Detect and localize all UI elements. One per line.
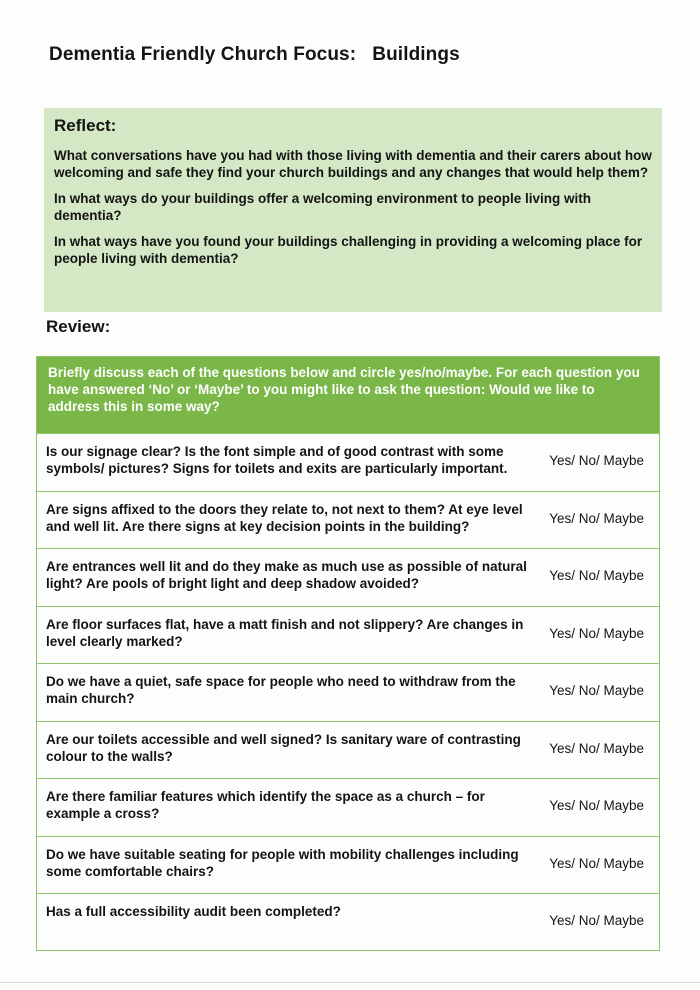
review-row-familiar-features — [37, 778, 659, 836]
yes-no-maybe-answer[interactable]: Yes/ No/ Maybe — [549, 510, 644, 526]
review-table — [36, 356, 660, 951]
review-question: Is our signage clear? Is the font simple and of good contrast with some symbols/ pictures? Signs for toilets and exits are particularly important. — [46, 444, 508, 476]
review-row-toilets — [37, 721, 659, 779]
yes-no-maybe-answer[interactable]: Yes/ No/ Maybe — [549, 913, 644, 928]
review-question: Are entrances well lit and do they make as much use as possible of natural light? Are pools of bright light and deep shadow avoided? — [46, 559, 527, 591]
review-heading: Review: — [46, 317, 111, 336]
reflect-heading: Reflect: — [54, 116, 117, 135]
yes-no-maybe-answer[interactable]: Yes/ No/ Maybe — [549, 740, 644, 756]
review-question: Are our toilets accessible and well signed? Is sanitary ware of contrasting colour to the walls? — [46, 731, 521, 764]
review-question: Do we have a quiet, safe space for people who need to withdraw from the main church? — [46, 674, 516, 706]
yes-no-maybe-answer[interactable]: Yes/ No/ Maybe — [549, 683, 644, 698]
page-bottom-rule — [0, 982, 700, 983]
review-question: Are floor surfaces flat, have a matt finish and not slippery? Are changes in level clearly marked? — [46, 616, 524, 649]
review-row-entrances — [37, 548, 659, 606]
review-instructions: Briefly discuss each of the questions below and circle yes/no/maybe. For each question you have answered ‘No’ or ‘Maybe’ to you might like to ask the question: Would we like to address this in some way? — [37, 357, 659, 433]
review-row-quiet-space — [37, 663, 659, 721]
review-row-seating — [37, 836, 659, 894]
yes-no-maybe-answer[interactable]: Yes/ No/ Maybe — [549, 625, 644, 641]
review-row-signage — [37, 433, 659, 491]
reflect-question-1: What conversations have you had with those living with dementia and their carers about how welcoming and safe they find your church buildings and any changes that would help them? — [54, 148, 652, 180]
review-question: Are signs affixed to the doors they relate to, not next to them? At eye level and well lit. Are there signs at key decision points in the building? — [46, 501, 523, 534]
review-question: Do we have suitable seating for people with mobility challenges including some comfortable chairs? — [46, 846, 519, 879]
yes-no-maybe-answer[interactable]: Yes/ No/ Maybe — [549, 798, 644, 813]
yes-no-maybe-answer[interactable]: Yes/ No/ Maybe — [549, 855, 644, 871]
review-question: Are there familiar features which identify the space as a church – for example a cross? — [46, 789, 485, 821]
yes-no-maybe-answer[interactable]: Yes/ No/ Maybe — [549, 568, 644, 583]
review-row-floors — [37, 606, 659, 664]
review-question: Has a full accessibility audit been completed? — [46, 904, 341, 919]
review-row-signs-doors — [37, 491, 659, 549]
page-title: Dementia Friendly Church Focus: Buildings — [49, 44, 460, 65]
review-row-accessibility-audit — [37, 893, 659, 951]
reflect-section — [44, 108, 662, 312]
reflect-question-2: In what ways do your buildings offer a welcoming environment to people living with dementia? — [54, 191, 592, 223]
yes-no-maybe-answer[interactable]: Yes/ No/ Maybe — [549, 453, 644, 468]
reflect-question-3: In what ways have you found your buildings challenging in providing a welcoming place for people living with dementia? — [54, 234, 643, 266]
